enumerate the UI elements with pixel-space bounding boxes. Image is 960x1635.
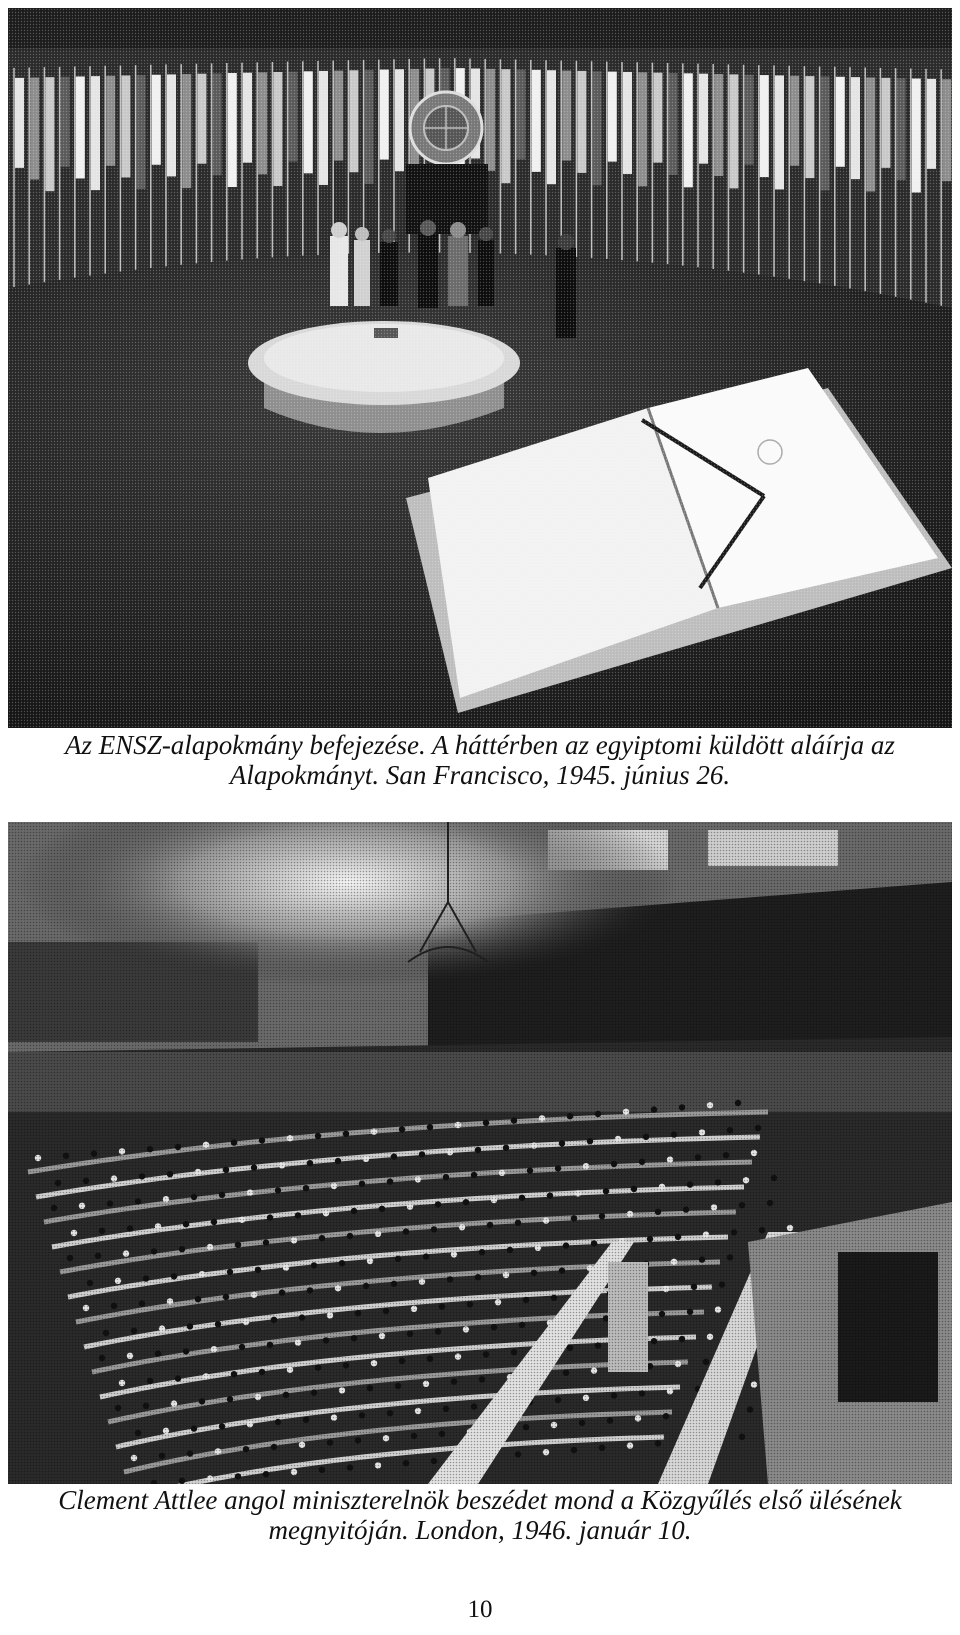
caption-line: megnyitóján. London, 1946. január 10.: [268, 1515, 692, 1545]
caption-line: Alapokmányt. San Francisco, 1945. június 26.: [229, 760, 731, 790]
caption-line: Clement Attlee angol miniszterelnök beszédet mond a Közgyűlés első ülésének: [58, 1485, 902, 1515]
caption-charter-signing: [10, 730, 950, 790]
photo-general-assembly: [8, 822, 952, 1484]
page-number: 10: [467, 1596, 493, 1623]
caption-line: Az ENSZ-alapokmány befejezése. A háttérben az egyiptomi küldött aláírja az: [65, 730, 895, 760]
photo-charter-signing: [8, 8, 952, 728]
caption-general-assembly: [10, 1485, 950, 1545]
